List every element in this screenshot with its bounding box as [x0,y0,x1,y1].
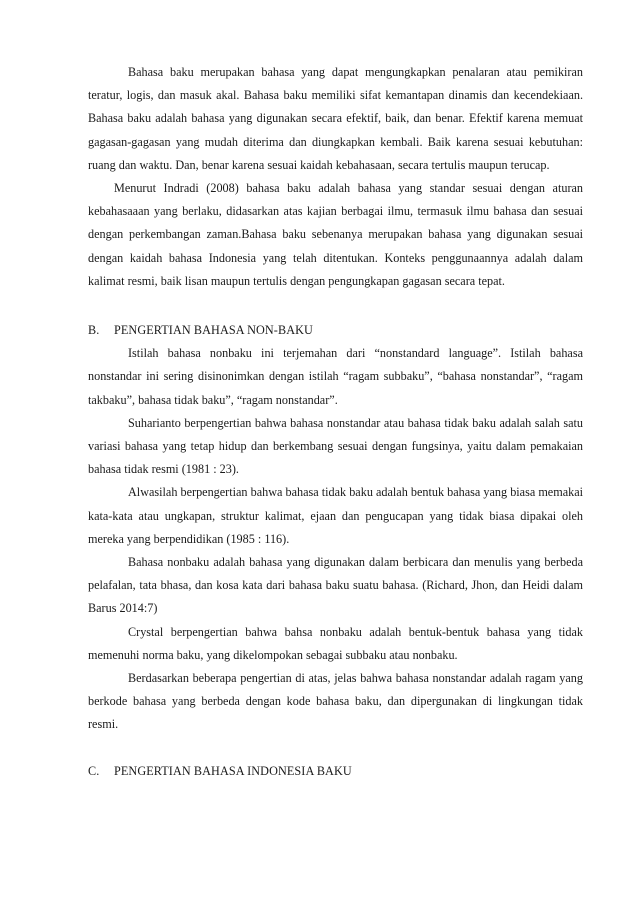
paragraph-kesimpulan: Berdasarkan beberapa pengertian di atas, jelas bahwa bahasa nonstandar adalah ragam yang berkode bahasa yang berbeda dengan kode bahasa baku, dan dipergunakan di lingkungan tidak resmi. [88,671,583,732]
section-c-title: PENGERTIAN BAHASA INDONESIA BAKU [114,763,352,778]
section-c-heading [88,760,583,783]
section-spacer [88,293,583,319]
section-spacer [88,737,583,760]
paragraph-suharianto: Suharianto berpengertian bahwa bahasa nonstandar atau bahasa tidak baku adalah salah satu variasi bahasa yang tetap hidup dan berkembang sesuai dengan fungsinya, yaitu dalam pemakaian bahasa tidak resmi (1981 : 23). [88,415,583,477]
paragraph-alwasilah: Alwasilah berpengertian bahwa bahasa tidak baku adalah bentuk bahasa yang biasa memakai kata-kata atau ungkapan, struktur kalimat, ejaan dan pengucapan yang tidak biasa dipakai oleh mereka yang berpendidikan (1985 : 116). [88,485,583,546]
section-b-heading [88,319,583,342]
paragraph-istilah-nonbaku: Istilah bahasa nonbaku ini terjemahan dari “nonstandard language”. Istilah bahasa nonstandar ini sering disinonimkan dengan istilah “ragam subbaku”, “bahasa nonstandar”, “ragam takbaku”, bahasa tidak baku”, “ragam nonstandar”. [88,346,583,407]
paragraph-crystal: Crystal berpengertian bahwa bahsa nonbaku adalah bentuk-bentuk bahasa yang tidak memenuhi norma baku, yang dikelompokan sebagai subbaku atau nonbaku. [88,624,583,662]
section-b-number: B. [88,323,100,338]
document-page [88,61,583,783]
paragraph-indradi-definition: Menurut Indradi (2008) bahasa baku adalah bahasa yang standar sesuai dengan aturan kebahasaaan yang berlaku, didasarkan atas kajian berbagai ilmu, termasuk ilmu bahasa dan sesuai dengan perkembangan zaman.Bahasa baku sebenanya merupakan bahasa yang digunakan sesuai dengan kaidah bahasa Indonesia yang telah ditentukan. Konteks penggunaannya adalah dalam kalimat resmi, baik lisan maupun tertulis dengan pengungkapan gagasan secara tepat. [88,181,583,288]
section-b-title: PENGERTIAN BAHASA NON-BAKU [114,323,313,338]
paragraph-bahasa-baku-definition: Bahasa baku merupakan bahasa yang dapat mengungkapkan penalaran atau pemikiran teratur, logis, dan masuk akal. Bahasa baku memiliki sifat kemantapan dinamis dan kecendekiaan. Bahasa baku adalah bahasa yang digunakan secara efektif, baik, dan benar. Efektif karena memuat gagasan-gagasan yang mudah diterima dan diungkapkan kembali. Baik karena sesuai kebutuhan: ruang dan waktu. Dan, benar karena sesuai kaidah kebahasaan, secara tertulis maupun terucap. [88,65,583,172]
paragraph-richard-jhon-heidi: Bahasa nonbaku adalah bahasa yang digunakan dalam berbicara dan menulis yang berbeda pelafalan, tata bhasa, dan kosa kata dari bahasa baku suatu bahasa. (Richard, Jhon, dan Heidi dalam Barus 2014:7) [88,555,583,616]
section-c-number: C. [88,763,100,778]
